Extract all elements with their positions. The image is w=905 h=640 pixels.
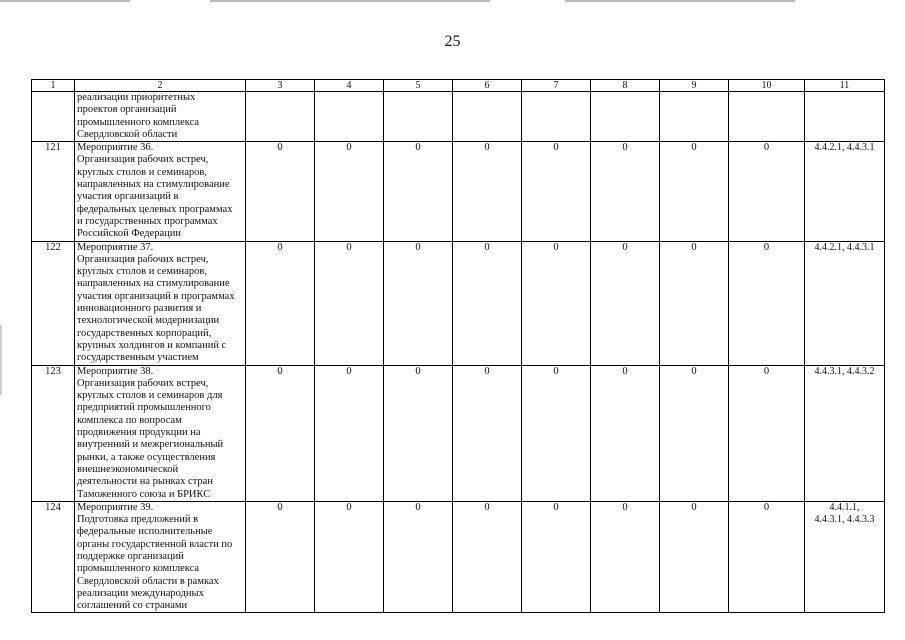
continuation-empty-cell — [246, 92, 315, 142]
measure-name-line: направленных на стимулирование — [77, 278, 230, 290]
measure-name-line: направленных на стимулирование — [77, 179, 230, 191]
continuation-empty-cell — [384, 92, 453, 142]
measure-name-line: Мероприятие 36. — [77, 142, 154, 154]
measure-name-line: государственным участием — [77, 352, 199, 364]
value-cell-col-5: 0 — [384, 501, 453, 613]
continuation-empty-cell — [805, 92, 885, 142]
continuation-empty-cell — [729, 92, 805, 142]
measure-name-line: предприятий промышленного — [77, 402, 211, 414]
target-indicator-line: 4.4.2.1, 4.4.3.1 — [814, 142, 875, 154]
target-indicator-cell — [805, 241, 885, 365]
header-cell-4: 4 — [315, 80, 384, 92]
measure-name-line: участия организаций в — [77, 191, 179, 203]
target-indicator-cell — [805, 501, 885, 613]
measure-name-line: внутренний и межрегиональный — [77, 439, 224, 451]
row-number-cell: 124 — [32, 501, 75, 613]
measure-name-line: продвижения продукции на — [77, 427, 201, 439]
measure-name-line: технологической модернизации — [77, 315, 220, 327]
page-top-edge — [0, 0, 905, 3]
value-cell-col-10: 0 — [729, 365, 805, 501]
measure-name-line: деятельности на рынках стран — [77, 476, 213, 488]
measure-name-line: реализации международных — [77, 587, 204, 599]
table-row — [32, 241, 885, 365]
continuation-empty-cell — [453, 92, 522, 142]
measure-name-line: Мероприятие 38. — [77, 365, 154, 377]
measure-name-line: соглашений со странами — [77, 600, 188, 612]
measure-name-line: внешнеэкономической — [77, 463, 179, 475]
measure-name-line: комплекса по вопросам — [77, 414, 182, 426]
value-cell-col-4: 0 — [315, 365, 384, 501]
value-cell-col-5: 0 — [384, 241, 453, 365]
header-cell-10: 10 — [729, 80, 805, 92]
value-cell-col-8: 0 — [591, 142, 660, 241]
value-cell-col-8: 0 — [591, 365, 660, 501]
measure-name-line: круглых столов и семинаров для — [77, 390, 223, 402]
left-margin-mark — [0, 325, 2, 395]
value-cell-col-8: 0 — [591, 501, 660, 613]
value-cell-col-6: 0 — [453, 241, 522, 365]
continuation-name-cell — [75, 92, 246, 142]
value-cell-col-3: 0 — [246, 142, 315, 241]
measure-name-cell — [75, 365, 246, 501]
value-cell-col-5: 0 — [384, 142, 453, 241]
value-cell-col-3: 0 — [246, 365, 315, 501]
target-indicator-line: 4.4.1.1, — [829, 501, 860, 513]
value-cell-col-6: 0 — [453, 142, 522, 241]
continuation-num-cell — [32, 92, 75, 142]
target-indicator-line: 4.4.3.1, 4.4.3.3 — [814, 514, 875, 526]
value-cell-col-9: 0 — [660, 142, 729, 241]
continuation-empty-cell — [315, 92, 384, 142]
header-cell-1: 1 — [32, 80, 75, 92]
row-number-cell: 123 — [32, 365, 75, 501]
table-header-row — [32, 80, 885, 92]
measure-name-line: круглых столов и семинаров, — [77, 266, 208, 278]
continuation-empty-cell — [591, 92, 660, 142]
header-cell-7: 7 — [522, 80, 591, 92]
measure-name-line: круглых столов и семинаров, — [77, 166, 208, 178]
table-row — [32, 501, 885, 613]
header-cell-2: 2 — [75, 80, 246, 92]
measure-name-line: промышленного комплекса — [77, 563, 200, 575]
measure-name-line: органы государственной власти по — [77, 538, 233, 550]
measure-name-line: поддержке организаций — [77, 550, 184, 562]
value-cell-col-4: 0 — [315, 501, 384, 613]
measure-name-line: Организация рабочих встреч, — [77, 154, 209, 166]
value-cell-col-10: 0 — [729, 142, 805, 241]
value-cell-col-3: 0 — [246, 241, 315, 365]
header-cell-6: 6 — [453, 80, 522, 92]
continuation-line: Свердловской области — [77, 128, 178, 140]
value-cell-col-7: 0 — [522, 241, 591, 365]
measure-name-line: участия организаций в программах — [77, 290, 235, 302]
value-cell-col-8: 0 — [591, 241, 660, 365]
value-cell-col-4: 0 — [315, 142, 384, 241]
measure-name-line: государственных корпораций, — [77, 327, 212, 339]
target-indicator-line: 4.4.2.1, 4.4.3.1 — [814, 241, 875, 253]
measure-name-line: Мероприятие 37. — [77, 241, 154, 253]
measure-name-line: инновационного развития и — [77, 303, 202, 315]
value-cell-col-3: 0 — [246, 501, 315, 613]
header-cell-8: 8 — [591, 80, 660, 92]
table-body — [32, 80, 885, 613]
target-indicator-cell — [805, 365, 885, 501]
value-cell-col-9: 0 — [660, 241, 729, 365]
value-cell-col-5: 0 — [384, 365, 453, 501]
value-cell-col-10: 0 — [729, 501, 805, 613]
measure-name-cell — [75, 501, 246, 613]
value-cell-col-10: 0 — [729, 241, 805, 365]
value-cell-col-7: 0 — [522, 142, 591, 241]
value-cell-col-9: 0 — [660, 501, 729, 613]
measure-name-line: федеральных целевых программах — [77, 203, 233, 215]
measure-name-line: и государственных программах — [77, 215, 218, 227]
value-cell-col-6: 0 — [453, 501, 522, 613]
measure-name-line: крупных холдингов и компаний с — [77, 339, 227, 351]
table-row — [32, 365, 885, 501]
target-indicator-line: 4.4.3.1, 4.4.3.2 — [814, 365, 875, 377]
continuation-line: промышленного комплекса — [77, 116, 200, 128]
measure-name-line: Организация рабочих встреч, — [77, 253, 209, 265]
measure-name-line: Российской Федерации — [77, 228, 181, 240]
target-indicator-cell — [805, 142, 885, 241]
continuation-empty-cell — [522, 92, 591, 142]
header-cell-9: 9 — [660, 80, 729, 92]
measures-table — [31, 79, 885, 613]
measure-name-line: Свердловской области в рамках — [77, 575, 219, 587]
measure-name-line: рынки, а также осуществления — [77, 451, 216, 463]
measure-name-cell — [75, 142, 246, 241]
value-cell-col-6: 0 — [453, 365, 522, 501]
header-cell-5: 5 — [384, 80, 453, 92]
continuation-line: проектов организаций — [77, 104, 177, 116]
measure-name-cell — [75, 241, 246, 365]
continuation-line: реализации приоритетных — [77, 92, 196, 103]
continuation-empty-cell — [660, 92, 729, 142]
value-cell-col-9: 0 — [660, 365, 729, 501]
value-cell-col-4: 0 — [315, 241, 384, 365]
measure-name-line: Мероприятие 39. — [77, 501, 154, 513]
header-cell-3: 3 — [246, 80, 315, 92]
measure-name-line: федеральные исполнительные — [77, 526, 213, 538]
continuation-row — [32, 92, 885, 142]
page-number: 25 — [444, 33, 461, 50]
table-row — [32, 142, 885, 241]
measure-name-line: Таможенного союза и БРИКС — [77, 488, 211, 500]
measure-name-line: Подготовка предложений в — [77, 514, 199, 526]
value-cell-col-7: 0 — [522, 365, 591, 501]
value-cell-col-7: 0 — [522, 501, 591, 613]
header-cell-11: 11 — [805, 80, 885, 92]
row-number-cell: 122 — [32, 241, 75, 365]
row-number-cell: 121 — [32, 142, 75, 241]
measure-name-line: Организация рабочих встреч, — [77, 377, 209, 389]
